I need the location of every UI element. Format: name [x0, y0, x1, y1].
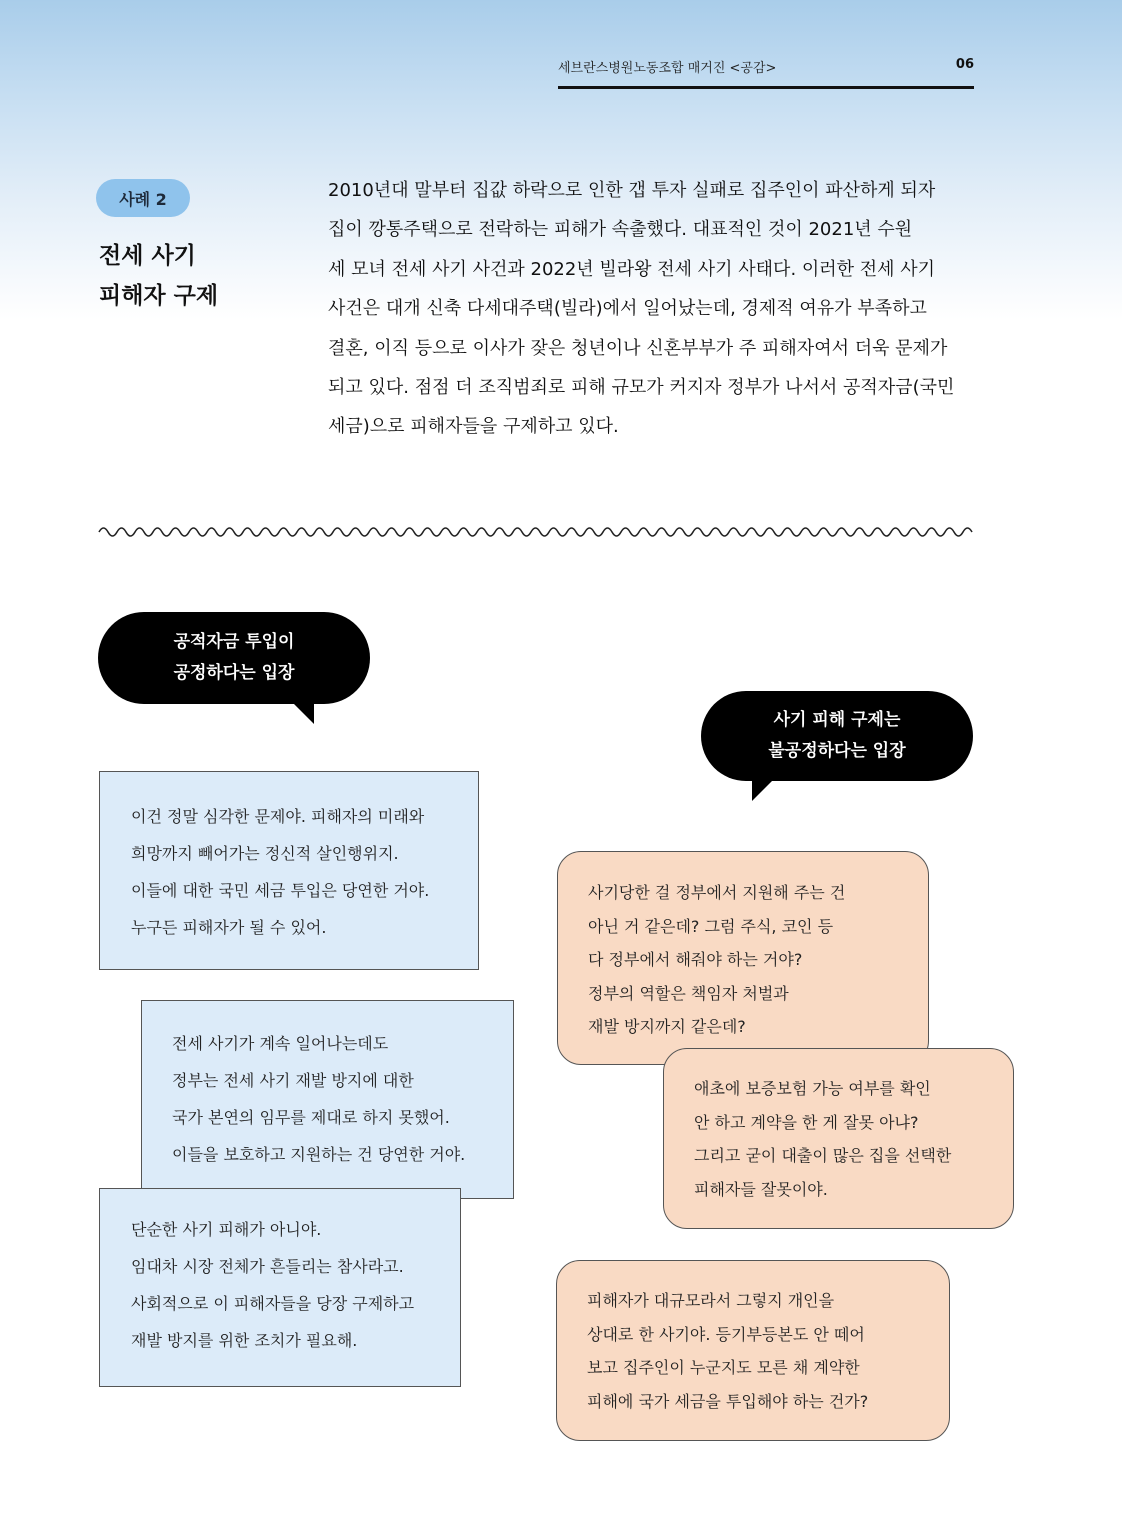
opinion-line: 안 하고 계약을 한 게 잘못 아냐? [694, 1112, 919, 1132]
case-title-line: 피해자 구제 [99, 283, 219, 309]
opinion-line: 희망까지 빼어가는 정신적 살인행위지. [131, 844, 399, 863]
intro-line: 되고 있다. 점점 더 조직범죄로 피해 규모가 커지자 정부가 나서서 공적자금(국민 [328, 377, 955, 399]
intro-line: 2010년대 말부터 집값 하락으로 인한 갭 투자 실패로 집주인이 파산하게 되자 [328, 180, 936, 201]
opinion-line: 국가 본연의 임무를 제대로 하지 못했어. [172, 1108, 450, 1127]
intro-line: 세금)으로 피해자들을 구제하고 있다. [328, 416, 619, 438]
con-position-bubble [701, 691, 973, 781]
opinion-line: 전세 사기가 계속 일어나는데도 [172, 1034, 389, 1053]
wavy-divider [98, 524, 974, 540]
pro-opinion-card [99, 1188, 461, 1387]
page-number: 06 [955, 57, 974, 72]
opinion-line: 상대로 한 사기야. 등기부등본도 안 떼어 [587, 1324, 865, 1344]
case-intro-paragraph [328, 171, 958, 447]
opinion-line: 단순한 사기 피해가 아니야. [131, 1220, 322, 1239]
pro-bubble-tail [290, 700, 316, 726]
opinion-line: 다 정부에서 해줘야 하는 거야? [588, 950, 803, 969]
opinion-line: 재발 방지를 위한 조치가 필요해. [131, 1331, 358, 1350]
case-title [99, 236, 218, 316]
magazine-title: 세브란스병원노동조합 매거진 <공감> [558, 61, 777, 76]
con-bubble-line: 불공정하다는 입장 [768, 741, 906, 761]
con-bubble-line: 사기 피해 구제는 [773, 710, 901, 730]
opinion-line: 이들에 대한 국민 세금 투입은 당연한 거야. [131, 881, 430, 900]
opinion-line: 사기당한 걸 정부에서 지원해 주는 건 [588, 883, 846, 902]
opinion-line: 이들을 보호하고 지원하는 건 당연한 거야. [172, 1145, 466, 1164]
intro-line: 결혼, 이직 등으로 이사가 잦은 청년이나 신혼부부가 주 피해자여서 더욱 문제가 [328, 337, 948, 359]
pro-opinion-card [99, 771, 479, 970]
intro-line: 집이 깡통주택으로 전락하는 피해가 속출했다. 대표적인 것이 2021년 수원 [328, 219, 913, 241]
opinion-line: 누구든 피해자가 될 수 있어. [131, 918, 327, 937]
opinion-line: 임대차 시장 전체가 흔들리는 참사라고. [131, 1257, 404, 1276]
opinion-line: 그리고 굳이 대출이 많은 집을 선택한 [694, 1146, 952, 1165]
case-tag: 사례 2 [96, 179, 190, 217]
opinion-line: 이건 정말 심각한 문제야. 피해자의 미래와 [131, 807, 425, 826]
opinion-line: 애초에 보증보험 가능 여부를 확인 [694, 1079, 931, 1098]
con-opinion-card [663, 1048, 1014, 1229]
opinion-line: 사회적으로 이 피해자들을 당장 구제하고 [131, 1294, 415, 1313]
opinion-line: 정부는 전세 사기 재발 방지에 대한 [172, 1071, 414, 1090]
con-opinion-card [556, 1260, 950, 1441]
header-divider [558, 86, 974, 89]
intro-line: 세 모녀 전세 사기 사건과 2022년 빌라왕 전세 사기 사태다. 이러한 전세 사기 [328, 258, 936, 280]
pro-position-bubble [98, 612, 370, 704]
pro-bubble-line: 공정하다는 입장 [173, 663, 295, 683]
intro-line: 사건은 대개 신축 다세대주택(빌라)에서 일어났는데, 경제적 여유가 부족하고 [328, 298, 927, 320]
pro-opinion-card [141, 1000, 514, 1199]
case-title-line: 전세 사기 [99, 243, 196, 269]
opinion-line: 아닌 거 같은데? 그럼 주식, 코인 등 [588, 916, 834, 936]
opinion-line: 정부의 역할은 책임자 처벌과 [588, 983, 789, 1003]
opinion-line: 재발 방지까지 같은데? [588, 1017, 746, 1036]
opinion-line: 보고 집주인이 누군지도 모른 채 계약한 [587, 1358, 860, 1377]
opinion-line: 피해에 국가 세금을 투입해야 하는 건가? [587, 1391, 869, 1411]
opinion-line: 피해자가 대규모라서 그렇지 개인을 [587, 1291, 835, 1310]
con-bubble-tail [752, 777, 778, 803]
con-opinion-card [557, 851, 929, 1065]
pro-bubble-line: 공적자금 투입이 [173, 632, 295, 652]
opinion-line: 피해자들 잘못이야. [694, 1179, 828, 1199]
